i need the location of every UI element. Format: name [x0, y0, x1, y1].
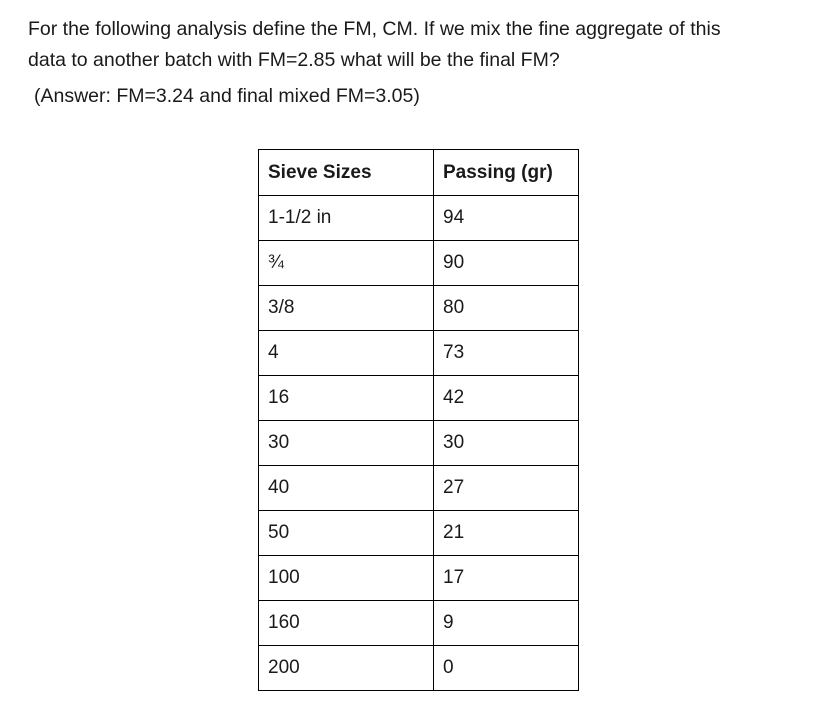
- sieve-size-cell: 50: [259, 511, 434, 556]
- question-line-2: data to another batch with FM=2.85 what will be the final FM?: [28, 49, 560, 71]
- table-row: [259, 646, 579, 691]
- passing-cell: 30: [434, 421, 579, 466]
- table-row: [259, 376, 579, 421]
- sieve-size-cell: 4: [259, 331, 434, 376]
- passing-cell: 9: [434, 601, 579, 646]
- table-row: [259, 331, 579, 376]
- table-body: [259, 196, 579, 691]
- sieve-size-cell: ¾: [259, 241, 434, 286]
- passing-cell: 0: [434, 646, 579, 691]
- sieve-size-cell: 3/8: [259, 286, 434, 331]
- passing-cell: 94: [434, 196, 579, 241]
- table-row: [259, 286, 579, 331]
- passing-cell: 17: [434, 556, 579, 601]
- table-row: [259, 241, 579, 286]
- table-row: [259, 511, 579, 556]
- sieve-size-cell: 1-1/2 in: [259, 196, 434, 241]
- passing-cell: 42: [434, 376, 579, 421]
- sieve-size-cell: 200: [259, 646, 434, 691]
- passing-cell: 90: [434, 241, 579, 286]
- table-row: [259, 601, 579, 646]
- sieve-size-cell: 40: [259, 466, 434, 511]
- sieve-analysis-table: [258, 149, 579, 691]
- passing-cell: 80: [434, 286, 579, 331]
- question-line-1: For the following analysis define the FM, CM. If we mix the fine aggregate of this: [28, 18, 721, 40]
- header-passing: Passing (gr): [434, 150, 579, 196]
- table-row: [259, 466, 579, 511]
- table-row: [259, 556, 579, 601]
- passing-cell: 27: [434, 466, 579, 511]
- table-header-row: [259, 150, 579, 196]
- answer-text: (Answer: FM=3.24 and final mixed FM=3.05): [34, 85, 420, 107]
- sieve-size-cell: 30: [259, 421, 434, 466]
- passing-cell: 73: [434, 331, 579, 376]
- table-row: [259, 196, 579, 241]
- table-row: [259, 421, 579, 466]
- sieve-size-cell: 100: [259, 556, 434, 601]
- passing-cell: 21: [434, 511, 579, 556]
- header-sieve-sizes: Sieve Sizes: [259, 150, 434, 196]
- sieve-size-cell: 160: [259, 601, 434, 646]
- question-text: [28, 14, 808, 76]
- sieve-size-cell: 16: [259, 376, 434, 421]
